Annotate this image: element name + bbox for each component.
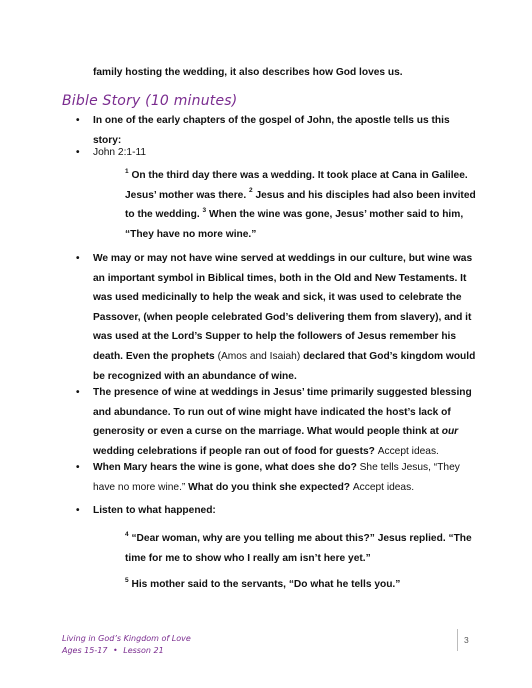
verse-text: On the third day there was a wedding. It took place at Cana in Galilee. Jesus’ mother was there. xyxy=(125,170,468,201)
bullet-text: In one of the early chapters of the gospel of John, the apostle tells us this story: xyxy=(93,115,450,146)
bullet-icon: • xyxy=(76,253,80,264)
scripture-quote xyxy=(125,166,485,244)
verse-number: 2 xyxy=(249,187,253,195)
footer-title: Living in God’s Kingdom of Love xyxy=(62,634,191,643)
bullet-item xyxy=(76,143,478,163)
bullet-text: prophets xyxy=(171,350,215,362)
bullet-text: wedding celebrations if people ran out of food for guests? xyxy=(93,445,378,457)
verse-number: 4 xyxy=(125,530,129,538)
bullet-icon: • xyxy=(76,505,80,516)
verse-text: When the wine was gone, Jesus’ mother said to him, “They have no more wine.” xyxy=(125,209,464,240)
verse-number: 5 xyxy=(125,576,129,584)
page-number: 3 xyxy=(464,635,469,645)
bullet-icon: • xyxy=(76,387,80,398)
scripture-quote xyxy=(125,575,485,595)
bullet-text-plain: (Amos and Isaiah) xyxy=(217,350,304,362)
footer-lesson: Lesson 21 xyxy=(123,646,164,655)
bullet-item xyxy=(76,501,478,521)
instruction-text: Accept ideas. xyxy=(352,481,415,493)
footer-subtitle xyxy=(62,645,191,657)
bullet-text: The presence of wine at weddings in Jesus’ time primarily suggested blessing and abundance. To run out of wine might have indicated the host’s lack of generosity or even a curse on the marriage. What would people think at xyxy=(93,387,472,438)
verse-text: “Dear woman, why are you telling me about this?” Jesus replied. “The time for me to show who I really am isn’t here yet.” xyxy=(125,533,472,564)
intro-text: family hosting the wedding, it also describes how God loves us. xyxy=(93,67,403,78)
verse-number: 3 xyxy=(202,206,207,214)
question-text: When Mary hears the wine is gone, what does she do? xyxy=(93,462,360,473)
bullet-icon: • xyxy=(76,462,80,473)
bullet-item xyxy=(76,383,478,461)
bullet-text: Listen to what happened: xyxy=(93,505,216,516)
bullet-item xyxy=(76,249,478,386)
verse-text: His mother said to the servants, “Do what he tells you.” xyxy=(128,579,401,590)
verse-number: 1 xyxy=(125,167,129,175)
footer-divider xyxy=(457,629,458,651)
bullet-text: We may or may not have wine served at weddings in our culture, but wine was an important symbol in Biblical times, both in the Old and New Testaments. It was used medicinally to help the weak and sick, it was used to celebrate the Passover, (when people celebrated God’s delivering them from slavery), and it was used at the Lord’s Supper to help the followers of Jesus remember his death. Even the xyxy=(93,253,473,362)
scripture-quote xyxy=(125,529,485,568)
footer-separator: • xyxy=(112,646,118,655)
bullet-item xyxy=(76,458,478,497)
bullet-icon: • xyxy=(76,115,80,126)
footer-age: Ages 15-17 xyxy=(62,646,108,655)
emphasis-text: our xyxy=(441,426,459,438)
instruction-text: Accept ideas. xyxy=(377,445,439,457)
answer-text: She tells Jesus, “They have no more wine.” xyxy=(93,462,460,493)
question-text: What do you think she expected? xyxy=(188,481,353,493)
section-title: Bible Story (10 minutes) xyxy=(62,93,238,109)
footer xyxy=(62,633,191,657)
verse-text: Jesus and his disciples had also been invited to the wedding. xyxy=(125,189,476,221)
bullet-icon: • xyxy=(76,147,80,158)
scripture-reference: John 2:1-11 xyxy=(93,147,147,158)
bullet-text: declared that God’s kingdom would be recognized with an abundance of wine. xyxy=(93,350,476,382)
